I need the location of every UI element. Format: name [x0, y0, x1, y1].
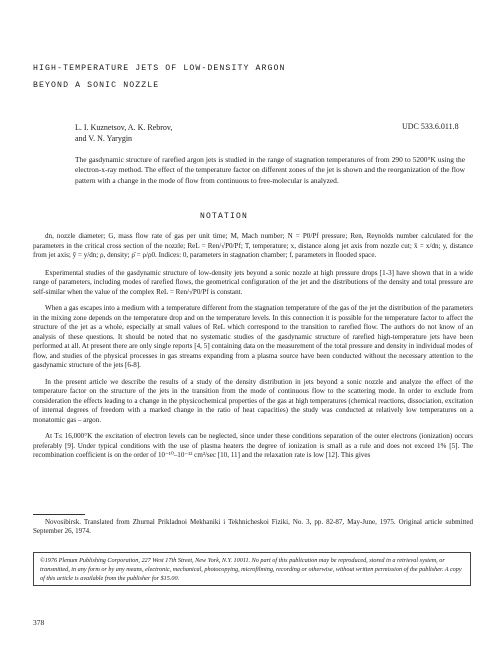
author-list: [75, 122, 375, 144]
body-paragraph-1: Experimental studies of the gasdynamic structure of low-density jets beyond a sonic nozzle at high pressure drops [1-3] have shown that in a wide range of parameters, including modes of rarefied flows, the geometrical configuration of the jet and the distributions of the density and total pressure are self-similar when the value of the complex ReL = Ren/√P0/Pf is constant.: [33, 268, 473, 296]
article-body: [33, 232, 473, 468]
notation-heading: NOTATION: [200, 212, 249, 221]
abstract: The gasdynamic structure of rarefied argon jets is studied in the range of stagnation temperatures of from 290 to 5200°K using the electron-x-ray method. The effect of the temperature factor on different zones of the jet is shown and the reorganization of the flow pattern with a change in the mode of flow from continuous to free-molecular is analyzed.: [75, 155, 465, 185]
udc-code: UDC 533.6.011.8: [402, 122, 459, 131]
page-number: 378: [33, 618, 45, 627]
footnote: Novosibirsk. Translated from Zhurnal Prikladnoi Mekhaniki i Tekhnicheskoi Fiziki, No. 3, pp. 82-87, May-June, 1975. Original article submitted September 26, 1974.: [33, 518, 473, 536]
body-paragraph-2: When a gas escapes into a medium with a temperature different from the stagnation temperature of the gas of the jet the distribution of the parameters in the mixing zone depends on the temperature drop and on the temperature levels. In this connection it is possible for the temperature factor to affect the structure of the jet as a whole, especially at small values of ReL which correspond to the transition to rarefied flow. The authors do not know of an analysis of these questions. It should be noted that no systematic studies of the gasdynamic structure of rarefied high-temperature jets have been performed at all. At present there are only single reports [4, 5] containing data on the measurement of the total pressure and density in individual modes of flow, and studies of the physical processes in gas streams expanding from a plasma source have been conducted without the necessary attention to the gasdynamic structure of the jets [6-8].: [33, 304, 473, 369]
notation-text: dn, nozzle diameter; G, mass flow rate of gas per unit time; M, Mach number; N = P0/Pf pressure; Ren, Reynolds number calculated for the parameters in the critical cross section of the nozzle; ReL = Ren/√P0/Pf; T, temperature; x, distance along jet axis from nozzle cut; x̄ = x/dn; y, distance from jet axis; ȳ = y/dn; ρ, density; ρ̄ = ρ/ρ0. Indices: 0, parameters in stagnation chamber; f, parameters in flooded space.: [33, 232, 473, 259]
article-title: [33, 60, 453, 94]
authors-line-2: and V. N. Yarygin: [75, 134, 133, 143]
title-line-1: HIGH-TEMPERATURE JETS OF LOW-DENSITY ARGON: [33, 64, 286, 73]
body-paragraph-4: At T≤ 16,000°K the excitation of electron levels can be neglected, since under these conditions separation of the outer electrons (ionization) occurs preferably [9]. Under typical conditions with the use of plasma heaters the degree of ionization is small as a rule and does not exceed 1% [5]. The recombination coefficient is on the order of 10⁻¹⁰–10⁻¹² cm³/sec [10, 11] and the relaxation rate is low [12]. This gives: [33, 432, 473, 459]
authors-line-1: L. I. Kuznetsov, A. K. Rebrov,: [75, 123, 173, 132]
copyright-notice: ©1976 Plenum Publishing Corporation, 227 West 17th Street, New York, N.Y. 10011. No part of this publication may be reproduced, stored in a retrieval system, or transmitted, in any form or by any means, electronic, mechanical, photocopying, microfilming, recording or otherwise, without written permission of the publisher. A copy of this article is available from the publisher for $15.00.: [33, 552, 471, 586]
body-paragraph-3: In the present article we describe the results of a study of the density distribution in jets beyond a sonic nozzle and analyze the effect of the temperature factor on the structure of the jets in the transition from the mode of continuous flow to the scattering mode. In order to exclude from consideration the effects leading to a change in the physicochemical properties of the gas at high temperatures (chemical reactions, dissociation, excitation of internal degrees of freedom with a marked change in the ratio of heat capacities) the study was conducted at relatively low temperatures on a monatomic gas – argon.: [33, 377, 473, 424]
title-line-2: BEYOND A SONIC NOZZLE: [33, 81, 160, 90]
footnote-divider: [33, 514, 85, 515]
